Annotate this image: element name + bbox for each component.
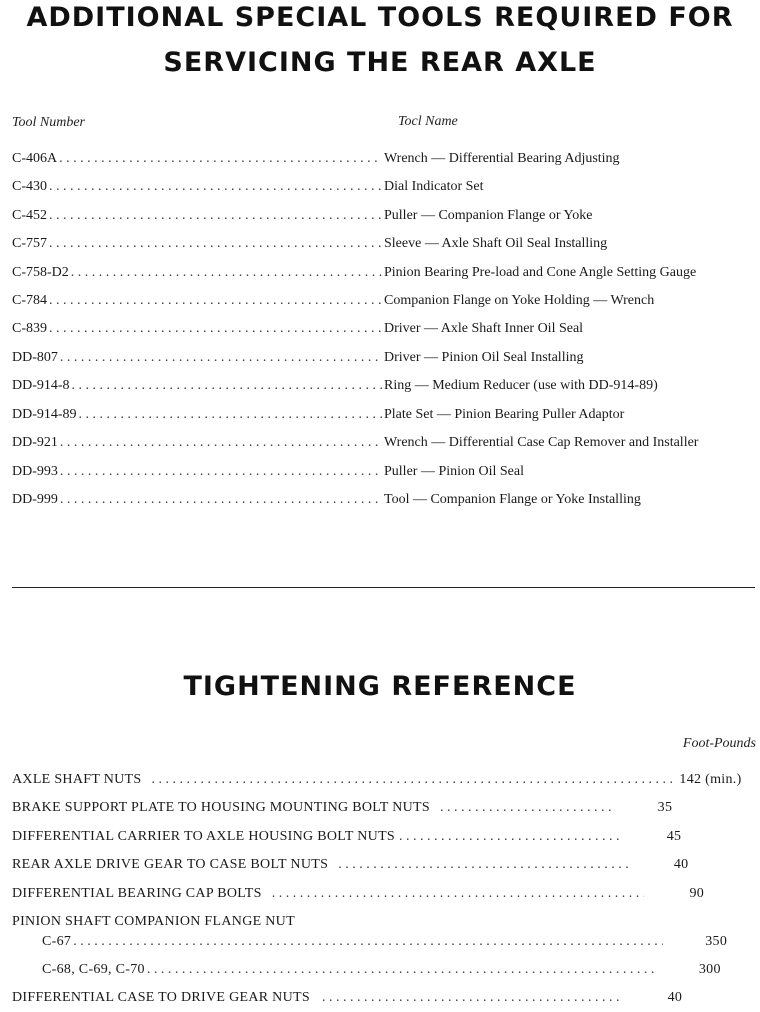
torque-title: TIGHTENING REFERENCE <box>183 671 577 702</box>
tool-row <box>12 236 384 256</box>
dot-leader <box>440 800 612 816</box>
tool-row <box>12 151 384 171</box>
torque-row <box>42 962 752 982</box>
tool-row <box>12 293 384 313</box>
dot-leader <box>72 378 382 394</box>
tool-number: C-758-D2 <box>12 265 69 280</box>
tool-name: Plate Set — Pinion Bearing Puller Adaptor <box>384 407 625 422</box>
dot-leader <box>79 407 382 423</box>
foot-pounds-header: Foot-Pounds <box>682 736 756 751</box>
torque-value: 300 <box>698 962 721 977</box>
dot-leader <box>60 435 382 451</box>
dot-leader <box>272 886 644 902</box>
torque-row <box>12 772 752 792</box>
tool-row <box>12 435 384 455</box>
dot-leader <box>147 962 657 978</box>
torque-row <box>42 934 752 954</box>
dot-leader <box>338 857 628 873</box>
torque-value: 90 <box>689 886 705 901</box>
tool-number-column-header: Tool Number <box>12 115 86 130</box>
tool-row <box>12 407 384 427</box>
torque-value: 40 <box>667 990 683 1005</box>
dot-leader <box>49 208 382 224</box>
torque-row <box>12 800 752 820</box>
section-divider <box>12 587 755 588</box>
tool-number: DD-999 <box>12 492 58 507</box>
tool-name: Pinion Bearing Pre-load and Cone Angle Setting Gauge <box>384 265 697 280</box>
tool-number: C-784 <box>12 293 47 308</box>
tool-name: Driver — Axle Shaft Inner Oil Seal <box>384 321 584 336</box>
tool-number: C-839 <box>12 321 47 336</box>
tool-name: Sleeve — Axle Shaft Oil Seal Installing <box>384 236 608 251</box>
tool-name: Puller — Pinion Oil Seal <box>384 464 524 479</box>
torque-value: 45 <box>666 829 682 844</box>
torque-label: DIFFERENTIAL CARRIER TO AXLE HOUSING BOLT NUTS <box>12 829 396 844</box>
torque-label: DIFFERENTIAL BEARING CAP BOLTS <box>12 886 262 901</box>
tool-row <box>12 265 384 285</box>
tool-number: DD-914-89 <box>12 407 77 422</box>
torque-label: DIFFERENTIAL CASE TO DRIVE GEAR NUTS <box>12 990 310 1005</box>
tool-row <box>12 378 384 398</box>
torque-value: 40 <box>673 857 689 872</box>
tool-number: DD-807 <box>12 350 58 365</box>
tool-name: Driver — Pinion Oil Seal Installing <box>384 350 584 365</box>
tool-row <box>12 350 384 370</box>
tool-number: C-452 <box>12 208 47 223</box>
torque-row <box>12 829 752 849</box>
dot-leader <box>73 934 663 950</box>
dot-leader <box>60 464 382 480</box>
tool-number: DD-993 <box>12 464 58 479</box>
tool-number: C-757 <box>12 236 47 251</box>
tools-title-line2: SERVICING THE REAR AXLE <box>163 47 597 78</box>
tool-row <box>12 464 384 484</box>
torque-label: C-67 <box>42 934 72 949</box>
tool-name: Companion Flange on Yoke Holding — Wrench <box>384 293 655 308</box>
tools-title-line1: ADDITIONAL SPECIAL TOOLS REQUIRED FOR <box>26 2 734 33</box>
torque-label: BRAKE SUPPORT PLATE TO HOUSING MOUNTING BOLT NUTS <box>12 800 430 815</box>
tool-name-column-header: Tocl Name <box>398 114 458 129</box>
dot-leader <box>59 151 382 167</box>
dot-leader <box>322 990 622 1006</box>
tool-row <box>12 492 384 512</box>
dot-leader <box>49 236 382 252</box>
dot-leader <box>49 293 382 309</box>
torque-value: 35 <box>657 800 673 815</box>
tool-number: DD-921 <box>12 435 58 450</box>
tool-number: C-406A <box>12 151 58 166</box>
tool-name: Tool — Companion Flange or Yoke Installing <box>384 492 641 507</box>
tool-name: Wrench — Differential Case Cap Remover and Installer <box>384 435 699 450</box>
tool-row <box>12 321 384 341</box>
torque-label: AXLE SHAFT NUTS <box>12 772 142 787</box>
tool-row <box>12 208 384 228</box>
torque-row <box>12 990 752 1010</box>
dot-leader <box>60 492 382 508</box>
dot-leader <box>71 265 382 281</box>
torque-value: 142 (min.) <box>679 772 742 787</box>
tool-name: Dial Indicator Set <box>384 179 484 194</box>
torque-group-label: PINION SHAFT COMPANION FLANGE NUT <box>12 914 295 929</box>
tool-number: DD-914-8 <box>12 378 70 393</box>
torque-value: 350 <box>705 934 728 949</box>
tool-number: C-430 <box>12 179 47 194</box>
torque-label: REAR AXLE DRIVE GEAR TO CASE BOLT NUTS <box>12 857 329 872</box>
tool-name: Wrench — Differential Bearing Adjusting <box>384 151 620 166</box>
torque-row <box>12 857 752 877</box>
torque-row <box>12 886 752 906</box>
tool-name: Puller — Companion Flange or Yoke <box>384 208 593 223</box>
dot-leader <box>399 829 621 845</box>
tool-name: Ring — Medium Reducer (use with DD-914-89) <box>384 378 658 393</box>
dot-leader <box>60 350 382 366</box>
dot-leader <box>151 772 673 788</box>
dot-leader <box>49 179 382 195</box>
tool-row <box>12 179 384 199</box>
torque-label: C-68, C-69, C-70 <box>42 962 145 977</box>
dot-leader <box>49 321 382 337</box>
